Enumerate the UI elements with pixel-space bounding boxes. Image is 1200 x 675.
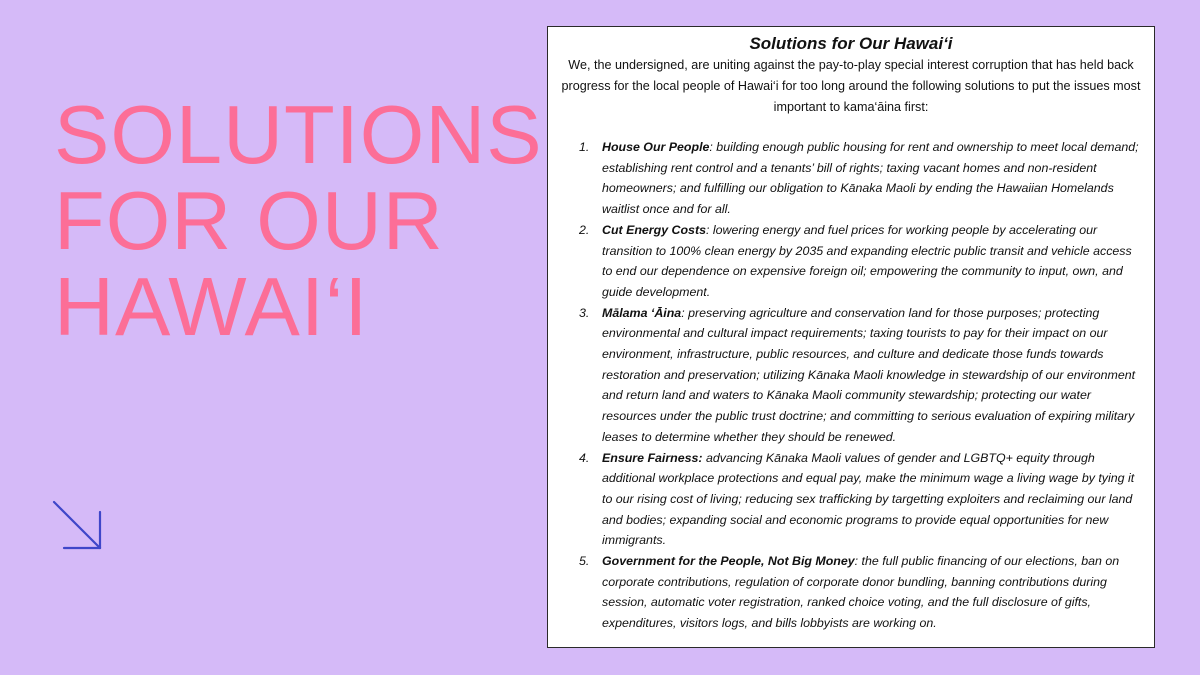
headline-line: SOLUTIONS <box>54 88 543 181</box>
headline <box>54 88 543 353</box>
item-number: 1. <box>579 140 590 154</box>
headline-line: HAWAI‘I <box>54 260 369 353</box>
list-item <box>560 303 1142 448</box>
item-title: Ensure Fairness: <box>602 450 703 465</box>
item-number: 4. <box>579 450 590 465</box>
item-title: Mālama ‘Āina <box>602 305 682 320</box>
item-text: : preserving agriculture and conservation land for those purposes; protecting environmental and cultural impact requirements; taxing tourists to pay for their impact on our environment, infrastructure, public resources, and culture and dedicate those funds towards restoration and preservation; utilizing Kānaka Maoli knowledge in stewardship of our environment and return land and waters to Kānaka Maoli community stewardship; protecting our water resources under the public trust doctrine; and committing to serious evaluation of expiring military leases to determine whether they should be renewed. <box>602 305 1136 444</box>
list-item <box>560 137 1142 220</box>
headline-line: FOR OUR <box>54 174 444 267</box>
list-item <box>560 220 1142 303</box>
item-text: : building enough public housing for rent and ownership to meet local demand; establishing rent control and a tenants’ bill of rights; taxing vacant homes and non-resident homeowners; and fulfilling our obligation to Kānaka Maoli by ending the Hawaiian Homelands waitlist once and for all. <box>602 140 1139 217</box>
item-title: Government for the People, Not Big Money <box>602 554 855 569</box>
list-item <box>560 551 1142 634</box>
arrow-down-right-icon <box>50 498 106 554</box>
item-title: House Our People <box>602 140 710 154</box>
item-text: advancing Kānaka Maoli values of gender and LGBTQ+ equity through additional workplace protections and equal pay, make the minimum wage a living wage by tying it to our rising cost of living; reducing sex trafficking by targetting exploiters and reclaiming our land and bodies; expanding social and economic programs to provide equal opportunities for new immigrants. <box>602 450 1135 548</box>
list-item <box>560 448 1142 552</box>
item-number: 2. <box>579 222 590 237</box>
item-number: 5. <box>579 554 590 569</box>
item-number: 3. <box>579 305 590 320</box>
solutions-list <box>560 137 1142 634</box>
item-text: : lowering energy and fuel prices for working people by accelerating our transition to 100% clean energy by 2035 and expanding electric public transit and vehicle access to end our dependence on expensive foreign oil; empowering the community to input, own, and guide development. <box>602 222 1132 299</box>
item-text: : the full public financing of our elections, ban on corporate contributions, regulation of corporate donor bundling, banning contributions during session, automatic voter registration, ranked choice voting, and the full disclosure of gifts, expenditures, visitors logs, and bills lobbyists are working on. <box>602 554 1120 631</box>
solutions-document <box>547 26 1155 648</box>
document-title: Solutions for Our Hawai‘i <box>749 34 953 53</box>
document-intro: We, the undersigned, are uniting against the pay-to-play special interest corruption that has held back progress for the local people of Hawai‘i for too long around the following solutions to put the issues most important to kama‘āina first: <box>561 58 1141 114</box>
item-title: Cut Energy Costs <box>602 222 706 237</box>
